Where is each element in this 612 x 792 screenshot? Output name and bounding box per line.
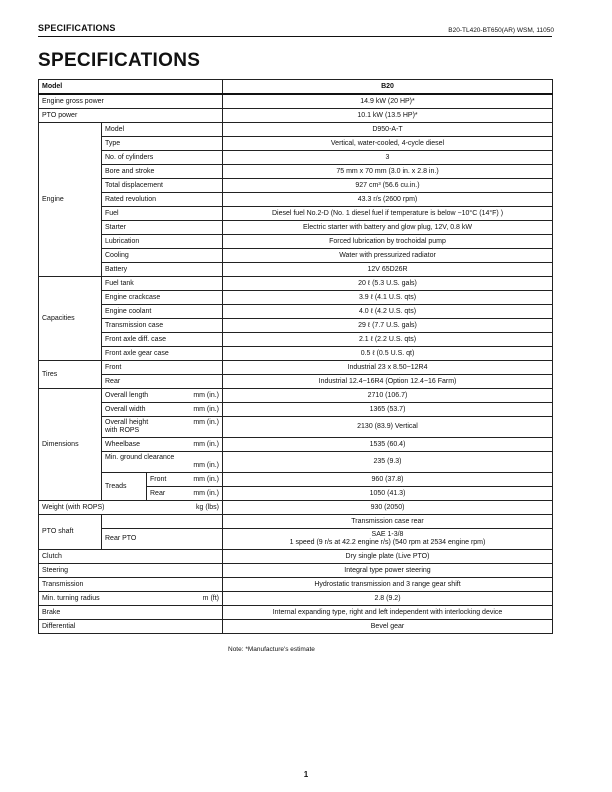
row-label bbox=[102, 438, 223, 452]
table-row bbox=[39, 620, 553, 634]
row-value: D950-A-T bbox=[223, 123, 553, 137]
row-label bbox=[102, 417, 223, 438]
row-label: Engine crackcase bbox=[102, 291, 223, 305]
row-value: 2130 (83.9) Vertical bbox=[223, 417, 553, 438]
table-row bbox=[39, 277, 553, 291]
table-row bbox=[39, 452, 553, 473]
row-value: 2.1 ℓ (2.2 U.S. qts) bbox=[223, 333, 553, 347]
row-label bbox=[147, 473, 223, 487]
row-label: Starter bbox=[102, 221, 223, 235]
table-row bbox=[39, 291, 553, 305]
row-label: No. of cylinders bbox=[102, 151, 223, 165]
row-label: Type bbox=[102, 137, 223, 151]
table-row bbox=[39, 193, 553, 207]
row-label bbox=[39, 501, 223, 515]
row-label bbox=[39, 592, 223, 606]
row-value: 3 bbox=[223, 151, 553, 165]
table-row bbox=[39, 361, 553, 375]
table-row bbox=[39, 333, 553, 347]
row-unit: kg (lbs) bbox=[196, 503, 219, 511]
row-value: Diesel fuel No.2-D (No. 1 diesel fuel if temperature is below −10°C (14°F) ) bbox=[223, 207, 553, 221]
row-label: Rear bbox=[102, 375, 223, 389]
row-label bbox=[102, 389, 223, 403]
row-label: Steering bbox=[39, 564, 223, 578]
row-value: Internal expanding type, right and left independent with interlocking device bbox=[223, 606, 553, 620]
table-row bbox=[39, 606, 553, 620]
row-value: 43.3 r/s (2600 rpm) bbox=[223, 193, 553, 207]
table-row bbox=[39, 235, 553, 249]
row-value: 235 (9.3) bbox=[223, 452, 553, 473]
row-value: 0.5 ℓ (0.5 U.S. qt) bbox=[223, 347, 553, 361]
row-label: Model bbox=[102, 123, 223, 137]
table-row bbox=[39, 109, 553, 123]
row-value: 20 ℓ (5.3 U.S. gals) bbox=[223, 277, 553, 291]
row-value: Industrial 12.4−16R4 (Option 12.4−16 Farm) bbox=[223, 375, 553, 389]
row-value: 3.9 ℓ (4.1 U.S. qts) bbox=[223, 291, 553, 305]
row-value: 29 ℓ (7.7 U.S. gals) bbox=[223, 319, 553, 333]
row-label: Engine coolant bbox=[102, 305, 223, 319]
table-row bbox=[39, 501, 553, 515]
row-value: Forced lubrication by trochoidal pump bbox=[223, 235, 553, 249]
row-value: Electric starter with battery and glow plug, 12V, 0.8 kW bbox=[223, 221, 553, 235]
row-label: Lubrication bbox=[102, 235, 223, 249]
table-row bbox=[39, 417, 553, 438]
row-label bbox=[147, 487, 223, 501]
row-label: Front axle diff. case bbox=[102, 333, 223, 347]
row-value: Vertical, water-cooled, 4-cycle diesel bbox=[223, 137, 553, 151]
row-unit: mm (in.) bbox=[193, 475, 219, 483]
row-label: Transmission bbox=[39, 578, 223, 592]
row-value bbox=[223, 529, 553, 550]
group-tires: Tires bbox=[39, 361, 102, 389]
table-row bbox=[39, 375, 553, 389]
table-row bbox=[39, 438, 553, 452]
row-value: 14.9 kW (20 HP)* bbox=[223, 94, 553, 109]
row-value: 12V 65D26R bbox=[223, 263, 553, 277]
group-engine: Engine bbox=[39, 123, 102, 277]
table-row bbox=[39, 305, 553, 319]
table-row bbox=[39, 123, 553, 137]
table-header-row bbox=[39, 80, 553, 95]
row-label: Cooling bbox=[102, 249, 223, 263]
row-label: Differential bbox=[39, 620, 223, 634]
row-label: Fuel bbox=[102, 207, 223, 221]
row-label: Transmission case bbox=[102, 319, 223, 333]
row-unit: m (ft) bbox=[202, 594, 219, 602]
row-label: Front axle gear case bbox=[102, 347, 223, 361]
table-row bbox=[39, 151, 553, 165]
header-doc-ref: B20-TL420-BT650(AR) WSM, 11050 bbox=[448, 27, 554, 34]
table-row bbox=[39, 578, 553, 592]
row-value: Transmission case rear bbox=[223, 515, 553, 529]
row-unit: mm (in.) bbox=[193, 391, 219, 399]
page-title: SPECIFICATIONS bbox=[38, 50, 201, 71]
row-value: Hydrostatic transmission and 3 range gear shift bbox=[223, 578, 553, 592]
rear-pto-line-2: 1 speed (9 r/s at 42.2 engine r/s) (540 rpm at 2534 engine rpm) bbox=[289, 539, 486, 546]
table-row bbox=[39, 529, 553, 550]
row-value: 1050 (41.3) bbox=[223, 487, 553, 501]
table-row bbox=[39, 263, 553, 277]
header-model-label: Model bbox=[39, 80, 223, 95]
table-row bbox=[39, 165, 553, 179]
group-dimensions: Dimensions bbox=[39, 389, 102, 501]
table-row bbox=[39, 347, 553, 361]
table-row bbox=[39, 249, 553, 263]
row-label: Clutch bbox=[39, 550, 223, 564]
row-label bbox=[102, 403, 223, 417]
group-pto-shaft: PTO shaft bbox=[39, 515, 102, 550]
table-row bbox=[39, 221, 553, 235]
group-capacities: Capacities bbox=[39, 277, 102, 361]
row-value: 927 cm³ (56.6 cu.in.) bbox=[223, 179, 553, 193]
row-value: 930 (2050) bbox=[223, 501, 553, 515]
row-label-text: Min. ground clearance bbox=[105, 454, 175, 461]
row-label-text: Overall width bbox=[105, 405, 146, 413]
row-label bbox=[102, 452, 223, 473]
row-label: Engine gross power bbox=[39, 94, 223, 109]
page-number: 1 bbox=[303, 770, 309, 779]
table-row bbox=[39, 515, 553, 529]
header-section-title: SPECIFICATIONS bbox=[38, 23, 116, 33]
table-row bbox=[39, 403, 553, 417]
row-label: Battery bbox=[102, 263, 223, 277]
row-value: Water with pressurized radiator bbox=[223, 249, 553, 263]
table-row bbox=[39, 473, 553, 487]
row-label-text: Front bbox=[150, 475, 167, 483]
row-label: Front bbox=[102, 361, 223, 375]
row-label-text: Weight (with ROPS) bbox=[42, 503, 105, 511]
row-label: Fuel tank bbox=[102, 277, 223, 291]
header-rule bbox=[38, 36, 552, 37]
row-label: Total displacement bbox=[102, 179, 223, 193]
table-row bbox=[39, 137, 553, 151]
row-label: PTO power bbox=[39, 109, 223, 123]
row-value: 2710 (106.7) bbox=[223, 389, 553, 403]
row-unit: mm (in.) bbox=[193, 405, 219, 413]
row-label-text: Wheelbase bbox=[105, 440, 141, 448]
row-label bbox=[102, 515, 223, 529]
row-label-text: Min. turning radius bbox=[42, 594, 100, 602]
row-label: Rated revolution bbox=[102, 193, 223, 207]
row-label-text: Rear bbox=[150, 489, 166, 497]
table-row bbox=[39, 179, 553, 193]
footnote: Note: *Manufacture's estimate bbox=[228, 646, 315, 653]
specifications-table bbox=[38, 79, 553, 634]
treads-label: Treads bbox=[102, 473, 147, 501]
row-value: 1535 (60.4) bbox=[223, 438, 553, 452]
row-unit: mm (in.) bbox=[193, 440, 219, 448]
row-value: 4.0 ℓ (4.2 U.S. qts) bbox=[223, 305, 553, 319]
row-label-text: Overall length bbox=[105, 391, 149, 399]
rear-pto-line-1: SAE 1-3/8 bbox=[371, 531, 404, 538]
row-value: 960 (37.8) bbox=[223, 473, 553, 487]
row-value: Dry single plate (Live PTO) bbox=[223, 550, 553, 564]
row-value: 1365 (53.7) bbox=[223, 403, 553, 417]
row-unit: mm (in.) bbox=[193, 462, 219, 469]
header-model-value: B20 bbox=[223, 80, 553, 95]
table-row bbox=[39, 550, 553, 564]
row-label: Brake bbox=[39, 606, 223, 620]
row-value: 10.1 kW (13.5 HP)* bbox=[223, 109, 553, 123]
table-row bbox=[39, 207, 553, 221]
row-unit: mm (in.) bbox=[193, 489, 219, 497]
table-row bbox=[39, 319, 553, 333]
table-row bbox=[39, 389, 553, 403]
row-value: Integral type power steering bbox=[223, 564, 553, 578]
row-value: 2.8 (9.2) bbox=[223, 592, 553, 606]
table-row bbox=[39, 592, 553, 606]
table-row bbox=[39, 564, 553, 578]
row-label: Rear PTO bbox=[102, 529, 223, 550]
row-label: Bore and stroke bbox=[102, 165, 223, 179]
row-unit: mm (in.) bbox=[193, 419, 219, 426]
row-value: Industrial 23 x 8.50−12R4 bbox=[223, 361, 553, 375]
row-value: Bevel gear bbox=[223, 620, 553, 634]
row-label-text: Overall height with ROPS bbox=[105, 419, 149, 434]
row-value: 75 mm x 70 mm (3.0 in. x 2.8 in.) bbox=[223, 165, 553, 179]
table-row bbox=[39, 94, 553, 109]
